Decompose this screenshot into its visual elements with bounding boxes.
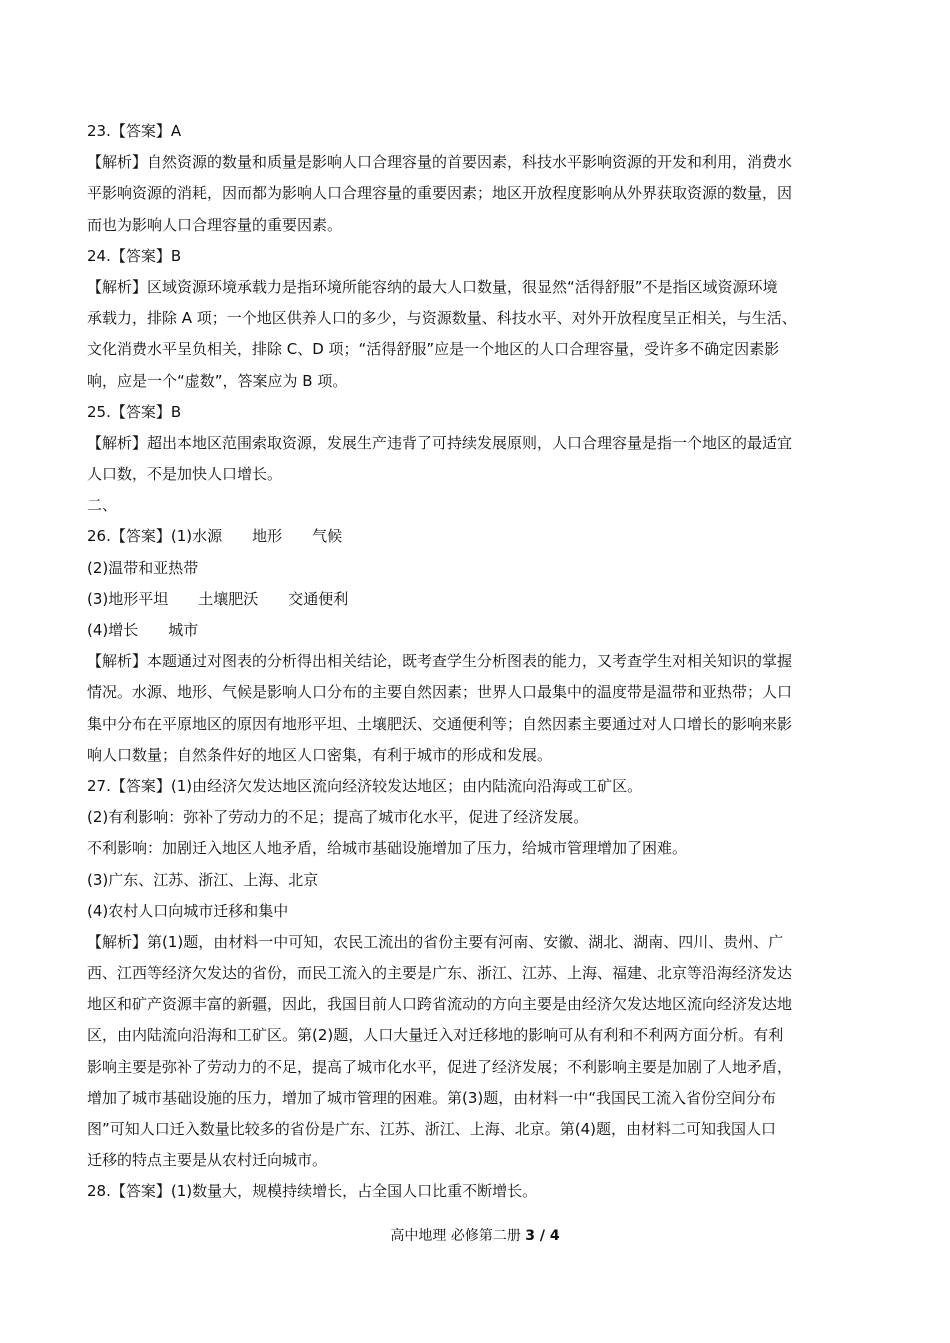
page-footer <box>0 1226 950 1246</box>
text-line: 而也为影响人口合理容量的重要因素。 <box>87 215 343 234</box>
text-line: 图”可知人口迁入数量比较多的省份是广东、江苏、浙江、上海、北京。第(4)题，由材料二可知我国人口 <box>87 1120 777 1138</box>
text-line: 人口数，不是加快人口增长。 <box>87 465 283 484</box>
text-line: 【解析】本题通过对图表的分析得出相关结论，既考查学生分析图表的能力，又考查学生对相关知识的掌握 <box>87 652 793 671</box>
text-line: 地区和矿产资源丰富的新疆，因此，我国目前人口跨省流动的方向主要是由经济欠发达地区流向经济发达地 <box>87 995 793 1014</box>
answer-content <box>87 116 862 1208</box>
text-line: 【解析】第(1)题，由材料一中可知，农民工流出的省份主要有河南、安徽、湖北、湖南、四川、贵州、广 <box>87 932 784 951</box>
q26-3-item: 土壤肥沃 <box>198 589 259 608</box>
text-line: (2)有利影响：弥补了劳动力的不足；提高了城市化水平，促进了经济发展。 <box>87 808 589 827</box>
text-line: 集中分布在平原地区的原因有地形平坦、土壤肥沃、交通便利等；自然因素主要通过对人口增长的影响来影 <box>87 714 793 733</box>
text-line: (3)广东、江苏、浙江、上海、北京 <box>87 870 319 889</box>
q26-3-item: 交通便利 <box>288 589 349 608</box>
text-line: 响，应是一个“虚数”，答案应为 B 项。 <box>87 371 348 390</box>
q26-answer-1 <box>87 521 862 552</box>
page-number: 3 / 4 <box>525 1228 560 1244</box>
text-line: 情况。水源、地形、气候是影响人口分布的主要自然因素；世界人口最集中的温度带是温带和亚热带；人口 <box>87 683 793 702</box>
text-line: 平影响资源的消耗，因而都为影响人口合理容量的重要因素；地区开放程度影响从外界获取资源的数量，因 <box>87 184 793 203</box>
section-heading: 二、 <box>87 496 118 515</box>
q26-3-label: (3)地形平坦 <box>87 589 169 608</box>
text-line: 25.【答案】B <box>87 402 182 421</box>
text-line: 响人口数量；自然条件好的地区人口密集，有利于城市的形成和发展。 <box>87 745 553 764</box>
q26-4-item: 城市 <box>168 621 199 639</box>
q26-answer-2: (2)温带和亚热带 <box>87 558 199 577</box>
q26-answer-4 <box>87 615 862 646</box>
q26-item: 气候 <box>312 527 343 546</box>
text-line: 27.【答案】(1)由经济欠发达地区流向经济较发达地区；由内陆流向沿海或工矿区。 <box>87 776 643 795</box>
text-line: 区，由内陆流向沿海和工矿区。第(2)题，人口大量迁入对迁移地的影响可从有利和不利两方面分析。有利 <box>87 1026 784 1045</box>
footer-title: 高中地理 必修第二册 <box>390 1228 521 1244</box>
text-line: 迁移的特点主要是从农村迁向城市。 <box>87 1151 328 1170</box>
text-line: 23.【答案】A <box>87 122 182 140</box>
text-line: 【解析】超出本地区范围索取资源，发展生产违背了可持续发展原则，人口合理容量是指一个地区的最适宜 <box>87 433 793 452</box>
text-line: 【解析】区域资源环境承载力是指环境所能容纳的最大人口数量，很显然“活得舒服”不是指区域资源环境 <box>87 277 778 296</box>
text-line: (4)农村人口向城市迁移和集中 <box>87 901 289 920</box>
text-line: 承载力，排除 A 项；一个地区供养人口的多少，与资源数量、科技水平、对外开放程度呈正相关，与生活、 <box>87 309 797 328</box>
text-line: 文化消费水平呈负相关，排除 C、D 项；“活得舒服”应是一个地区的人口合理容量，受许多不确定因素影 <box>87 340 780 359</box>
q26-answer-3 <box>87 584 862 615</box>
q26-item: 地形 <box>252 527 283 546</box>
q26-4-label: (4)增长 <box>87 621 139 639</box>
text-line: 【解析】自然资源的数量和质量是影响人口合理容量的首要因素，科技水平影响资源的开发和利用，消费水 <box>87 153 793 172</box>
text-line: 28.【答案】(1)数量大，规模持续增长，占全国人口比重不断增长。 <box>87 1182 538 1201</box>
q26-label: 26.【答案】(1)水源 <box>87 527 223 546</box>
text-line: 增加了城市基础设施的压力，增加了城市管理的困难。第(3)题，由材料一中“我国民工流入省份空间分布 <box>87 1088 777 1107</box>
text-line: 西、江西等经济欠发达的省份，而民工流入的主要是广东、浙江、江苏、上海、福建、北京等沿海经济发达 <box>87 964 793 983</box>
text-line: 影响主要是弥补了劳动力的不足，提高了城市化水平，促进了经济发展；不利影响主要是加剧了人地矛盾， <box>87 1057 793 1076</box>
text-line: 不利影响：加剧迁入地区人地矛盾，给城市基础设施增加了压力，给城市管理增加了困难。 <box>87 839 688 858</box>
text-line: 24.【答案】B <box>87 246 182 265</box>
